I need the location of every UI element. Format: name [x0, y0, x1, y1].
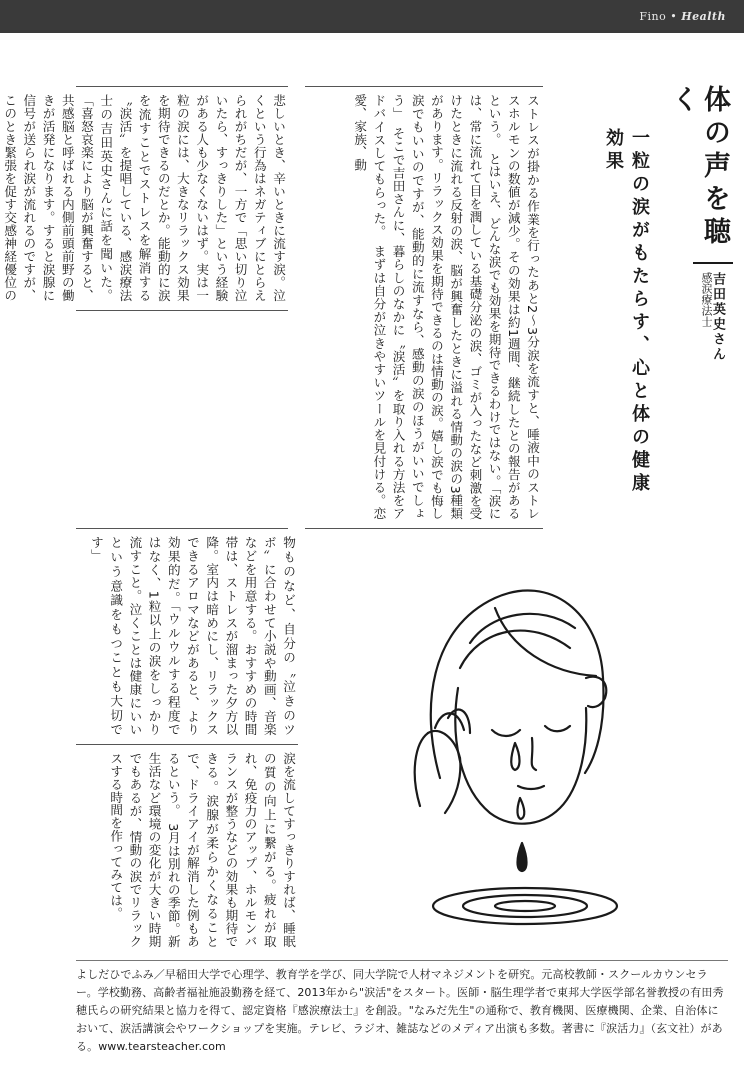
body-column-upper-left: 悲しいとき、辛いときに流す涙。泣くという行為はネガティブにとらえられがちだが、一方で「思い切り泣いたら、すっきりした」という経験がある人も少なくないはず。実は一粒の涙には、大きなリラックス効果を期待できるのだとか。能動的に涙を流すことでストレスを解消する〝涙活〟を提唱している、感涙療法士の吉田英史さんに話を聞いた。「喜怒哀楽により脳が興奮すると、共感脳と呼ばれる内側前頭前野の働きが活発になります。すると涙腺に信号が送られ涙が流れるのですが、このとき緊張を促す交感神経優位の [2, 94, 286, 302]
top-bar [0, 0, 744, 33]
nose [532, 738, 536, 770]
author-name: 吉田英史さん [710, 272, 725, 362]
title-divider [693, 262, 733, 264]
article-subtitle: 一粒の涙がもたらす、心と体の健康効果 [603, 128, 650, 496]
body-column-upper-right: ストレスが掛かる作業を行ったあと2〜3分涙を流すと、唾液中のストレスホルモンの数値が減少。その効果は約1週間、継続したとの報告があるという。 とはいえ、どんな涙でも効果を期待できるわけではない。「涙には、常に流れて目を潤している基礎分泌の涙、ゴミが入ったなど刺激を受けたときに流れる反射の涙、脳が興奮したときに溢れる情動の涙の3種類があります。リラックス効果を期待できるのは情動の涙。嬉し涙でも悔し涙でもいいのですが、能動的に流すなら、感動の涙のほうがいいでしょう」 そこで吉田さんに、暮らしのなかに〝涙活〟を取り入れる方法をアドバイスしてもらった。 まずは自分が泣きやすいツールを見付ける。恋愛、家族、動 [352, 94, 540, 520]
section-name: Health [681, 10, 726, 23]
author-role: 感涙療法士 [700, 272, 713, 327]
tear-drop-chin [517, 798, 524, 819]
column-divider [76, 528, 288, 529]
face-outline [455, 677, 606, 824]
magazine-brand [639, 10, 726, 23]
mouth [518, 786, 544, 789]
falling-tear-drop [518, 843, 527, 871]
author-bio: よしだひでふみ／早稲田大学で心理学、教育学を学び、同大学院で人材マネジメントを研究。元高校教師・スクールカウンセラー。学校勤務、高齢者福祉施設勤務を経て、2013年から"涙活"をスタート。医師・脳生理学者で東邦大学医学部名誉教授の有田秀穂氏らの研究結果と協力を得て、認定資格『感涙療法士』を創設。"なみだ先生"の通称で、教育機関、医療機関、企業、自治体において、涙活講演会やワークショップを実施。テレビ、ラジオ、雑誌などのメディア出演も多数。著書に『涙活力』（玄文社）がある。www.tearsteacher.com [76, 968, 724, 1053]
magazine-name: Fino [639, 10, 667, 23]
tear-drop-cheek [511, 743, 519, 770]
closed-eyes [492, 726, 570, 736]
body-column-middle: 物ものなど、自分の〝泣きのツボ〟に合わせて小説や動画、音楽などを用意する。おすすめの時間帯は、ストレスが溜まった夕方以降。室内は暗めにし、リラックスできるアロマなどがあると、より効果的だ。「ウルウルする程度ではなく、1粒以上の涙をしっかり流すこと。泣くことは健康にいいという意識をもつことも大切です」 [88, 536, 296, 736]
column-divider [305, 528, 543, 529]
column-divider [76, 86, 288, 87]
column-divider [305, 86, 543, 87]
brand-separator: • [670, 10, 678, 23]
column-divider [76, 310, 288, 311]
bio-divider [76, 960, 728, 961]
article-title: 体の声を聴く [667, 85, 730, 250]
crying-face-illustration [400, 558, 614, 938]
hand [415, 710, 470, 813]
column-divider [76, 744, 298, 745]
body-column-lower: 涙を流してすっきりすれば、睡眠の質の向上に繋がる。疲れが取れ、免疫力のアップ、ホルモンバランスが整うなどの効果も期待できる。涙腺が柔らかくなることで、ドライアイが解消した例もあるという。 3月は別れの季節。新生活など環境の変化が大きい時期でもあるが、情動の涙でリラックスする時間を作ってみては。 [108, 752, 296, 948]
ripple-rings [433, 888, 617, 924]
body-column-upper-left-2 [78, 318, 288, 520]
